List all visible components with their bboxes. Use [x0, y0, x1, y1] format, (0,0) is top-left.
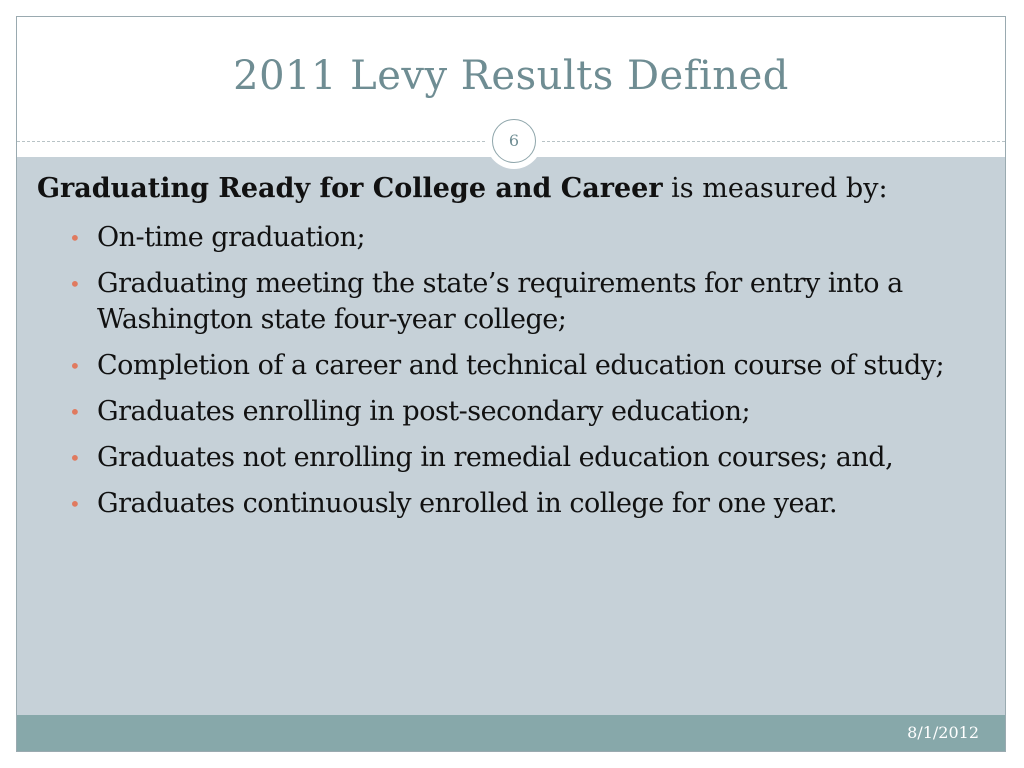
lead-text: is measured by:	[662, 173, 888, 204]
bullet-list	[37, 220, 997, 522]
slide-content	[37, 172, 997, 532]
slide-title: 2011 Levy Results Defined	[233, 53, 789, 99]
bullet-item	[67, 486, 997, 522]
bullet-icon: •	[69, 446, 81, 470]
bullet-item	[67, 266, 997, 338]
bullet-text: Graduates not enrolling in remedial education courses; and,	[97, 442, 894, 473]
bullet-item	[67, 394, 997, 430]
bullet-text: Graduates continuously enrolled in college for one year.	[97, 488, 838, 519]
bullet-item	[67, 348, 997, 384]
bullet-text: Graduates enrolling in post-secondary education;	[97, 396, 751, 427]
slide-number: 6	[492, 119, 536, 163]
lead-bold-text: Graduating Ready for College and Career	[37, 173, 663, 204]
footer-date: 8/1/2012	[907, 723, 979, 742]
bullet-icon: •	[69, 226, 81, 250]
footer-bar	[17, 715, 1005, 752]
slide	[16, 16, 1006, 752]
bullet-icon: •	[69, 400, 81, 424]
bullet-icon: •	[69, 354, 81, 378]
bullet-icon: •	[69, 492, 81, 516]
lead-paragraph	[37, 172, 997, 206]
bullet-text: Graduating meeting the state’s requirements for entry into a Washington state four-year college;	[97, 268, 903, 335]
bullet-icon: •	[69, 272, 81, 296]
bullet-item	[67, 440, 997, 476]
slide-number-badge	[486, 113, 542, 169]
bullet-text: Completion of a career and technical education course of study;	[97, 350, 945, 381]
bullet-text: On-time graduation;	[97, 222, 366, 253]
bullet-item	[67, 220, 997, 256]
